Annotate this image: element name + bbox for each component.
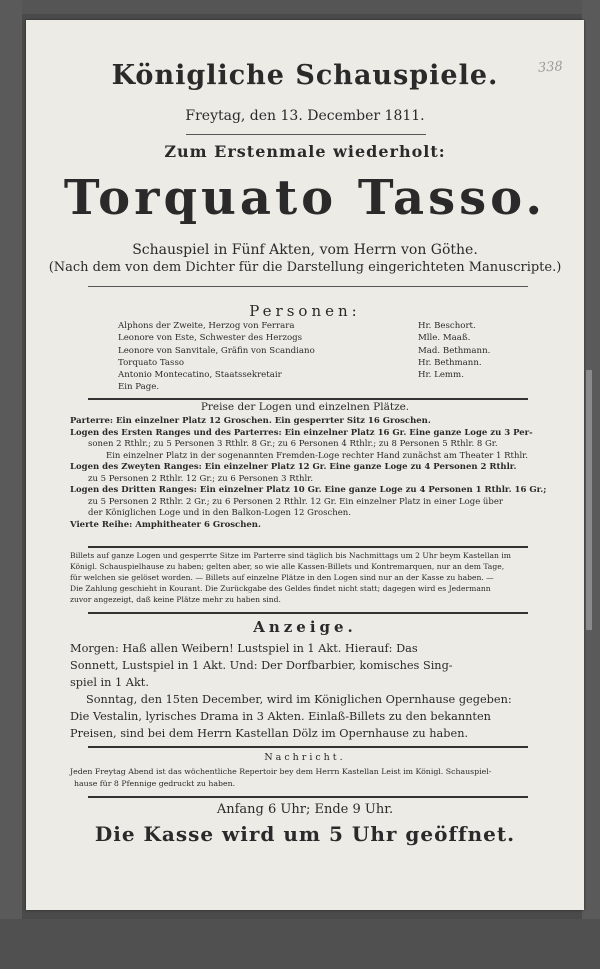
anzeige-line: Sonntag, den 15ten December, wird im Königlichen Opernhause gegeben: [86,693,512,706]
cast-actor: Mad. Bethmann. [418,345,491,356]
cast-role: Alphons der Zweite, Herzog von Ferrara [118,321,295,331]
price-line: sonen 2 Rthlr.; zu 5 Personen 3 Rthlr. 8 Gr.; zu 6 Personen 4 Rthlr.; zu 8 Personen 5 Rthlr. 8 Gr. [88,439,498,449]
performance-date: Freytag, den 13. December 1811. [185,108,425,124]
cast-actors [418,320,548,381]
price-line: Logen des Zweyten Ranges: Ein einzelner Platz 12 Gr. Eine ganze Loge zu 4 Personen 2 Rthlr. [70,462,517,472]
divider [88,398,528,400]
price-line: Vierte Reihe: Amphitheater 6 Groschen. [70,519,261,530]
anzeige-line: spiel in 1 Akt. [70,676,149,689]
theatre-title: Königliche Schauspiele. [111,60,499,91]
divider [88,796,528,798]
anzeige-line: Morgen: Haß allen Weibern! Lustspiel in 1 Akt. Hierauf: Das [70,642,418,655]
scan-frame-bottom [0,919,600,969]
billets-line: Billets auf ganze Logen und gesperrte Sitze im Parterre sind täglich bis Nachmittags um 2 Uhr beym Kastellan im [70,551,511,560]
play-title: Torquato Tasso. [63,170,547,226]
scan-ruler [586,370,592,630]
divider [88,286,528,287]
price-line: Logen des Dritten Ranges: Ein einzelner Platz 10 Gr. Eine ganze Loge zu 4 Personen 1 Rthlr. 16 Gr.; [70,485,547,495]
cast-actor: Hr. Bethmann. [418,357,482,368]
genre-line: Schauspiel in Fünf Akten, vom Herrn von Göthe. [132,242,478,258]
persons-heading: Personen: [249,302,361,320]
billets-line: Die Zahlung geschieht in Kourant. Die Zurückgabe des Geldes findet nicht statt; dagegen wird es Jedermann [70,584,491,593]
divider [88,746,528,748]
handwritten-number: 338 [537,59,564,76]
divider [88,612,528,614]
cast-role: Torquato Tasso [118,357,185,368]
price-line: der Königlichen Loge und in den Balkon-Logen 12 Groschen. [88,508,351,518]
prices-heading: Preise der Logen und einzelnen Plätze. [200,401,410,413]
billets-notice [70,550,570,605]
anzeige-heading: Anzeige. [253,618,357,636]
price-line: zu 5 Personen 2 Rthlr. 12 Gr.; zu 6 Personen 3 Rthlr. [88,473,314,484]
scan-frame-top [0,0,600,14]
billets-line: für welchen sie gelöset worden. — Billets auf einzelne Plätze in den Logen sind nur an der Kasse zu haben. — [70,573,494,582]
cast-role: Ein Page. [118,382,160,393]
cast-roles [118,320,418,394]
subtitle: Zum Erstenmale wiederholt: [164,142,446,161]
divider [88,546,528,548]
price-line: zu 5 Personen 2 Rthlr. 2 Gr.; zu 6 Personen 2 Rthlr. 12 Gr. Ein einzelner Platz in einer Loge über [88,496,503,507]
nachricht-heading: Nachricht. [264,752,346,763]
nachricht-text [70,766,570,789]
manuscript-note: (Nach dem von dem Dichter für die Darstellung eingerichteten Manuscripte.) [48,260,562,275]
cast-role: Leonore von Sanvitale, Gräfin von Scandiano [118,345,315,356]
price-list [70,416,570,531]
cast-actor: Mlle. Maaß. [418,333,471,344]
price-line: Ein einzelner Platz in der sogenannten Fremden-Loge rechter Hand zunächst am Theater 1 Rthlr. [106,450,528,461]
playbill-sheet [26,20,584,910]
box-office-opening: Die Kasse wird um 5 Uhr geöffnet. [94,822,516,846]
cast-actor: Hr. Beschort. [418,321,476,331]
anzeige-line: Preisen, sind bei dem Herrn Kastellan Dölz im Opernhause zu haben. [70,727,469,740]
cast-role: Antonio Montecatino, Staatssekretair [118,370,282,381]
nachricht-line: hause für 8 Pfennige gedruckt zu haben. [74,778,236,788]
anzeige-line: Die Vestalin, lyrisches Drama in 3 Akten. Einlaß-Billets zu den bekannten [70,710,491,723]
start-end-time: Anfang 6 Uhr; Ende 9 Uhr. [216,802,394,817]
price-line: Parterre: Ein einzelner Platz 12 Groschen. Ein gesperrter Sitz 16 Groschen. [70,416,431,426]
nachricht-line: Jeden Freytag Abend ist das wöchentliche Repertoir bey dem Herrn Kastellan Leist im Königl. Schauspiel- [70,767,492,776]
divider [186,134,426,135]
billets-line: Königl. Schauspielhause zu haben; gelten aber, so wie alle Kassen-Billets und Kontremarquen, nur an dem Tage, [70,562,505,571]
price-line: Logen des Ersten Ranges und des Parterres: Ein einzelner Platz 16 Gr. Eine ganze Loge zu 3 Per- [70,427,533,438]
scan-frame-left [0,0,22,969]
cast-actor: Hr. Lemm. [418,370,464,381]
anzeige-text [70,640,575,742]
cast-role: Leonore von Este, Schwester des Herzogs [118,333,303,344]
billets-line: zuvor angezeigt, daß keine Plätze mehr zu haben sind. [70,595,281,604]
anzeige-line: Sonnett, Lustspiel in 1 Akt. Und: Der Dorfbarbier, komisches Sing- [70,659,453,672]
